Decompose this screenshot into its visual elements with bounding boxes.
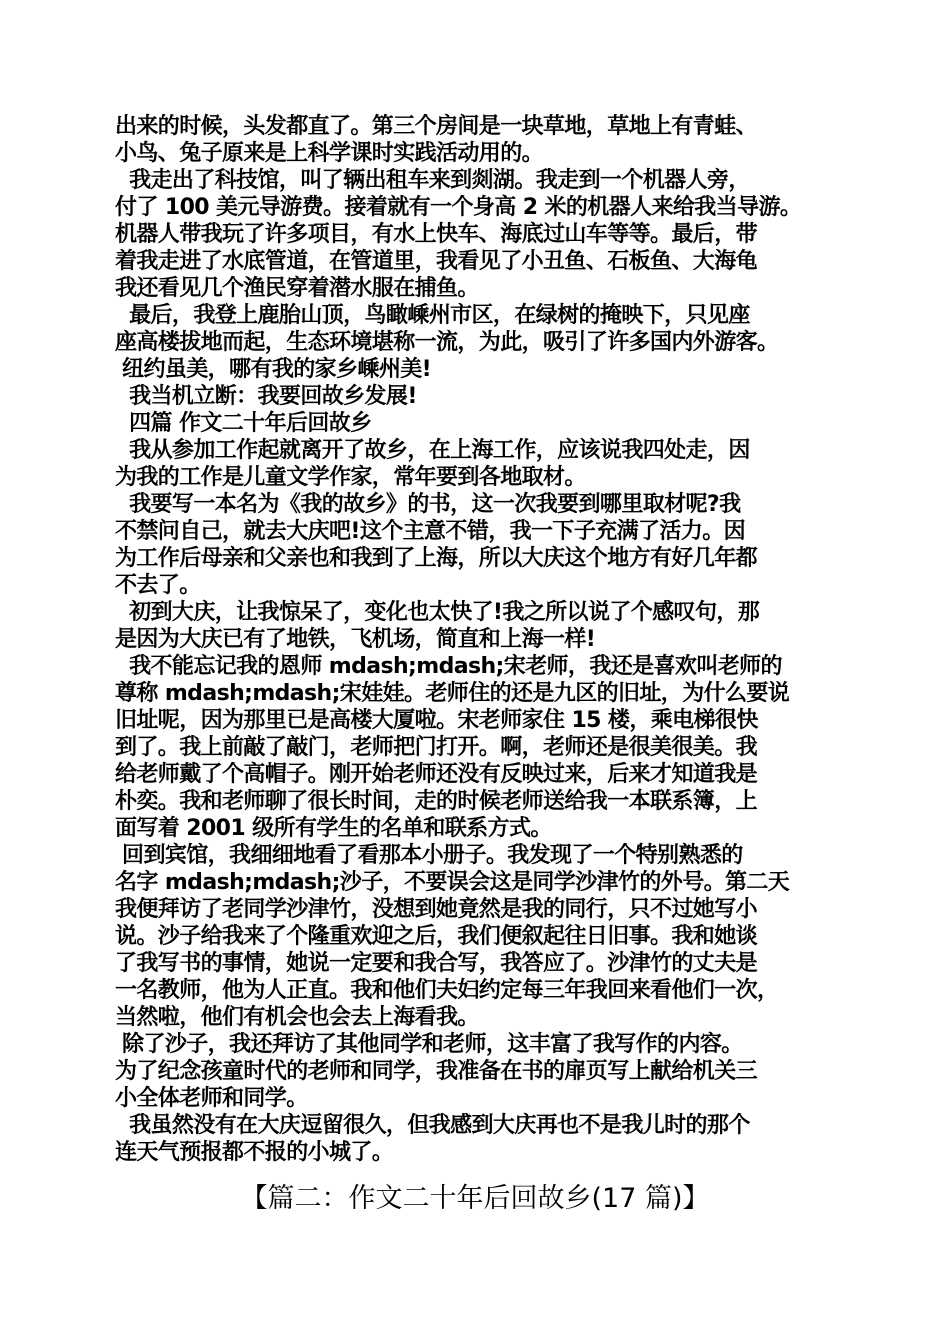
text-line: 我虽然没有在大庆逗留很久，但我感到大庆再也不是我儿时的那个 [115,1113,750,1138]
text-line: 名字 mdash;mdash;沙子，不要误会这是同学沙津竹的外号。第二天 [115,870,790,895]
text-line: 回到宾馆，我细细地看了看那本小册子。我发现了一个特别熟悉的 [115,843,743,868]
text-line: 为我的工作是儿童文学作家，常年要到各地取材。 [115,465,586,490]
text-line: 我当机立断：我要回故乡发展! [115,384,417,409]
text-line: 一名教师，他为人正直。我和他们夫妇约定每三年我回来看他们一次， [115,978,779,1003]
text-line: 出来的时候，头发都直了。第三个房间是一块草地，草地上有青蛙、 [115,114,758,139]
text-line: 我便拜访了老同学沙津竹，没想到她竟然是我的同行，只不过她写小 [115,897,758,922]
text-line: 朴奕。我和老师聊了很长时间，走的时候老师送给我一本联系簿，上 [115,789,758,814]
text-line: 机器人带我玩了许多项目，有水上快车、海底过山车等等。最后，带 [115,222,758,247]
text-line: 我要写一本名为《我的故乡》的书，这一次我要到哪里取材呢?我 [115,492,741,517]
next-section-title: 【篇二：作文二十年后回故乡(17 篇)】 [240,1183,710,1214]
text-line: 连天气预报都不报的小城了。 [115,1140,394,1165]
text-line: 座高楼拔地而起，生态环境堪称一流，为此，吸引了许多国内外游客。 [115,330,779,355]
text-line: 小鸟、兔子原来是上科学课时实践活动用的。 [115,141,544,166]
text-line: 除了沙子，我还拜访了其他同学和老师，这丰富了我写作的内容。 [115,1032,743,1057]
text-line: 我还看见几个渔民穿着潜水服在捕鱼。 [115,276,479,301]
text-line: 为了纪念孩童时代的老师和同学，我准备在书的扉页写上献给机关三 [115,1059,758,1084]
text-line: 面写着 2001 级所有学生的名单和联系方式。 [115,816,552,841]
text-line: 着我走进了水底管道，在管道里，我看见了小丑鱼、石板鱼、大海龟 [115,249,758,274]
text-line: 为工作后母亲和父亲也和我到了上海，所以大庆这个地方有好几年都 [115,546,758,571]
text-line: 给老师戴了个高帽子。刚开始老师还没有反映过来，后来才知道我是 [115,762,758,787]
text-line: 不禁问自己，就去大庆吧!这个主意不错，我一下子充满了活力。因 [115,519,746,544]
text-line: 初到大庆，让我惊呆了，变化也太快了!我之所以说了个感叹句，那 [115,600,760,625]
text-line: 小全体老师和同学。 [115,1086,308,1111]
text-line: 是因为大庆已有了地铁，飞机场，简直和上海一样! [115,627,596,652]
text-line: 到了。我上前敲了敲门，老师把门打开。啊，老师还是很美很美。我 [115,735,758,760]
text-line: 说。沙子给我来了个隆重欢迎之后，我们便叙起往日旧事。我和她谈 [115,924,758,949]
text-line: 最后，我登上鹿胎山顶，鸟瞰嵊州市区，在绿树的掩映下，只见座 [115,303,750,328]
text-line: 旧址呢，因为那里已是高楼大厦啦。宋老师家住 15 楼，乘电梯很快 [115,708,758,733]
text-line: 不去了。 [115,573,201,598]
text-line: 了我写书的事情，她说一定要和我合写，我答应了。沙津竹的丈夫是 [115,951,758,976]
text-line: 我走出了科技馆，叫了辆出租车来到剡湖。我走到一个机器人旁， [115,168,750,193]
section-heading: 四篇 作文二十年后回故乡 [115,411,372,436]
text-line: 付了 100 美元导游费。接着就有一个身高 2 米的机器人来给我当导游。 [115,195,802,220]
text-line: 纽约虽美，哪有我的家乡嵊州美! [115,357,432,382]
text-line: 我不能忘记我的恩师 mdash;mdash;宋老师，我还是喜欢叫老师的 [115,654,782,679]
text-line: 我从参加工作起就离开了故乡，在上海工作，应该说我四处走，因 [115,438,750,463]
text-line: 尊称 mdash;mdash;宋娃娃。老师住的还是九区的旧址，为什么要说 [115,681,790,706]
essay-body [115,113,855,1166]
text-line: 当然啦，他们有机会也会去上海看我。 [115,1005,479,1030]
